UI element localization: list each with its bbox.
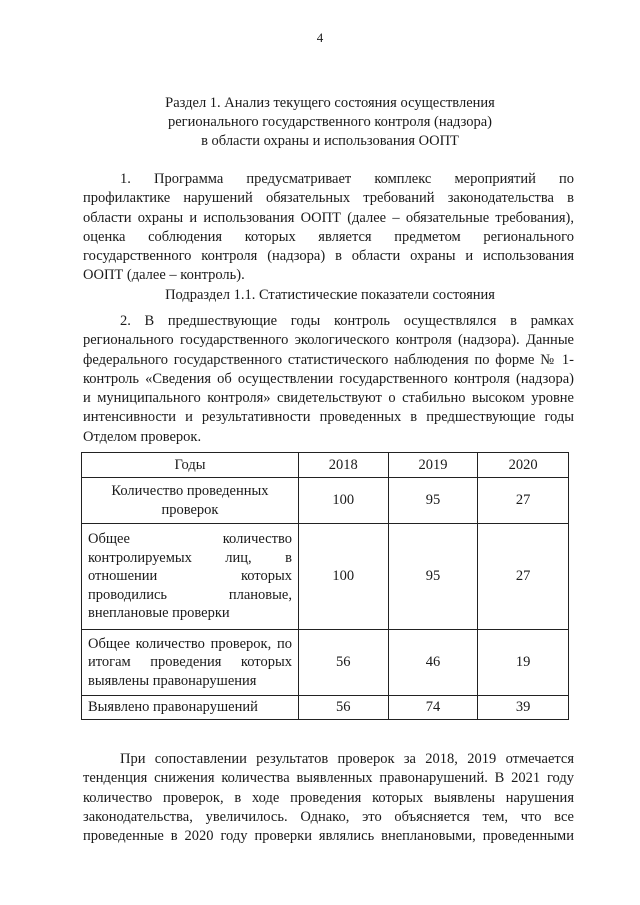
statistics-table bbox=[81, 452, 569, 720]
paragraph-line: и муниципального контроля» свидетельствуют о стабильно высоком уровне bbox=[83, 390, 574, 407]
table-cell: 27 bbox=[478, 478, 569, 524]
paragraph-line: интенсивности и результативности проведенных в предшествующие годы bbox=[83, 409, 574, 426]
table-cell: 95 bbox=[388, 478, 478, 524]
paragraph-line: тенденция снижения количества выявленных правонарушений. В 2021 году bbox=[83, 770, 574, 787]
paragraph-line: регионального государственного экологического контроля (надзора). Данные bbox=[83, 332, 574, 349]
table-cell: 100 bbox=[298, 478, 388, 524]
section-title-line: Раздел 1. Анализ текущего состояния осуществления bbox=[165, 95, 495, 111]
paragraph-line: федерального государственного статистического наблюдения по форме № 1- bbox=[83, 351, 574, 368]
page-number: 4 bbox=[316, 30, 324, 45]
table-row bbox=[82, 696, 569, 720]
paragraph-2 bbox=[83, 312, 574, 447]
paragraph-line: ООПТ (далее – контроль). bbox=[83, 267, 245, 284]
paragraph-line: области охраны и использования ООПТ (далее – обязательные требования), bbox=[83, 209, 574, 226]
table-row-label-line: Количество проведенных bbox=[111, 483, 269, 499]
paragraph-line: профилактике нарушений обязательных требований законодательства в bbox=[83, 190, 574, 207]
subsection-title: Подраздел 1.1. Статистические показатели состояния bbox=[165, 287, 495, 303]
table-cell: 39 bbox=[478, 696, 569, 720]
paragraph-line: проведенные в 2020 году проверки являлись внеплановыми, проведенными bbox=[83, 828, 574, 845]
table-cell: 19 bbox=[478, 630, 569, 696]
table-row bbox=[82, 478, 569, 524]
section-title bbox=[80, 94, 580, 151]
table-header-cell: 2019 bbox=[388, 453, 478, 478]
table-header-row bbox=[82, 453, 569, 478]
paragraph-line: 1. Программа предусматривает комплекс мероприятий по bbox=[120, 171, 574, 187]
table-row bbox=[82, 630, 569, 696]
table-row-label-line: внеплановые проверки bbox=[88, 605, 230, 622]
table-row-label bbox=[82, 478, 299, 524]
table-cell: 46 bbox=[388, 630, 478, 696]
paragraph-line: При сопоставлении результатов проверок за 2018, 2019 отмечается bbox=[120, 751, 574, 767]
table-row-label-line: Общее количество bbox=[88, 531, 292, 548]
table-header-cell: Годы bbox=[82, 453, 299, 478]
table-cell: 56 bbox=[298, 696, 388, 720]
table-cell: 100 bbox=[298, 524, 388, 630]
paragraph-line: количество проверок, в ходе проведения которых выявлены нарушения bbox=[83, 789, 574, 806]
paragraph-line: Отделом проверок. bbox=[83, 428, 202, 445]
table-row-label-line: Общее количество проверок, по bbox=[88, 635, 292, 652]
table-row-label bbox=[82, 696, 299, 720]
table-cell: 74 bbox=[388, 696, 478, 720]
table-cell: 95 bbox=[388, 524, 478, 630]
table-cell: 56 bbox=[298, 630, 388, 696]
table-row bbox=[82, 524, 569, 630]
table-row-label-line: проводились плановые, bbox=[88, 586, 292, 603]
table-row-label-line: выявлены правонарушения bbox=[88, 672, 257, 689]
table-row-label-line: проверок bbox=[161, 501, 219, 518]
paragraph-1 bbox=[83, 170, 574, 286]
paragraph-line: законодательства, увеличилось. Однако, это объясняется тем, что все bbox=[83, 808, 574, 825]
table-header-cell: 2020 bbox=[478, 453, 569, 478]
table-row-label-line: Выявлено правонарушений bbox=[88, 699, 258, 715]
paragraph-3 bbox=[83, 750, 574, 846]
table-row-label bbox=[82, 630, 299, 696]
table-row-label-line: контролируемых лиц, в bbox=[88, 549, 292, 566]
paragraph-line: государственного контроля (надзора) в области охраны и использования bbox=[83, 248, 574, 265]
table-row-label-line: отношении которых bbox=[88, 568, 292, 585]
table-header-cell: 2018 bbox=[298, 453, 388, 478]
paragraph-line: оценка соблюдения которых является предметом регионального bbox=[83, 228, 574, 245]
paragraph-line: 2. В предшествующие годы контроль осуществлялся в рамках bbox=[120, 313, 574, 329]
table-row-label bbox=[82, 524, 299, 630]
table-row-label-line: итогам проведения которых bbox=[88, 654, 292, 671]
section-title-line: в области охраны и использования ООПТ bbox=[201, 133, 459, 149]
section-title-line: регионального государственного контроля (надзора) bbox=[168, 114, 492, 130]
table-cell: 27 bbox=[478, 524, 569, 630]
paragraph-line: контроль «Сведения об осуществлении государственного контроля (надзора) bbox=[83, 370, 574, 387]
